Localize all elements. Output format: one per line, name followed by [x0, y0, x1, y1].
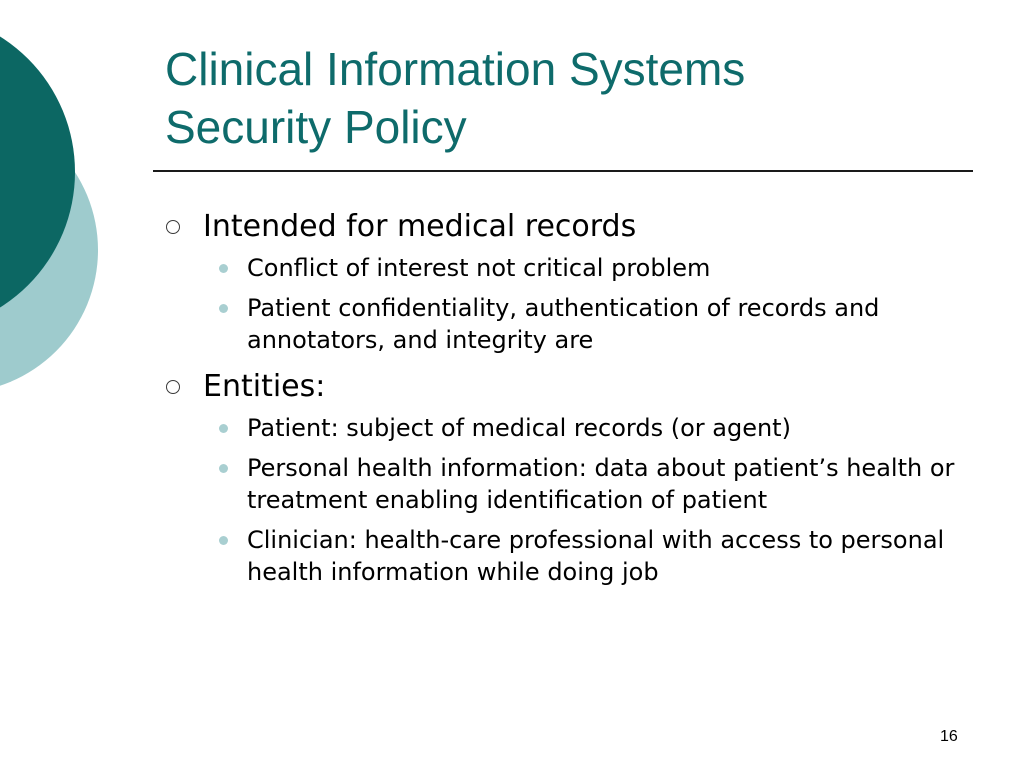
dot-bullet-icon [219, 264, 228, 273]
page-number: 16 [940, 728, 958, 745]
bullet-intended-for [160, 208, 1000, 246]
sub-bullet-text: Conflict of interest not critical problem [247, 254, 711, 282]
bullet-text: Entities: [203, 369, 326, 404]
sub-bullet-text: Clinician: health-care professional with access to personal health information while doing job [247, 526, 945, 586]
dot-bullet-icon [219, 536, 228, 545]
sub-bullet-personal-health-information [160, 452, 1000, 516]
sub-bullet-text: Patient confidentiality, authentication of records and annotators, and integrity are [247, 294, 880, 354]
hollow-circle-bullet-icon [166, 380, 180, 394]
slide-title-line-1: Clinical Information Systems [165, 43, 746, 95]
sub-bullet-text: Personal health information: data about patient’s health or treatment enabling identification of patient [247, 454, 955, 514]
title-divider [153, 170, 973, 172]
dot-bullet-icon [219, 304, 228, 313]
hollow-circle-bullet-icon [166, 220, 180, 234]
sub-bullet-patient [160, 412, 1000, 444]
slide-title [165, 40, 985, 156]
bullet-list [160, 208, 1000, 600]
sub-bullet-conflict-of-interest [160, 252, 1000, 284]
sub-bullet-text: Patient: subject of medical records (or agent) [247, 414, 791, 442]
bullet-text: Intended for medical records [203, 209, 637, 244]
dot-bullet-icon [219, 424, 228, 433]
sub-bullet-list [160, 412, 1000, 588]
dot-bullet-icon [219, 464, 228, 473]
decorative-circles [0, 0, 120, 420]
sub-bullet-clinician [160, 524, 1000, 588]
sub-bullet-list [160, 252, 1000, 356]
sub-bullet-patient-confidentiality [160, 292, 1000, 356]
bullet-entities [160, 368, 1000, 406]
slide-title-line-2: Security Policy [165, 101, 467, 153]
